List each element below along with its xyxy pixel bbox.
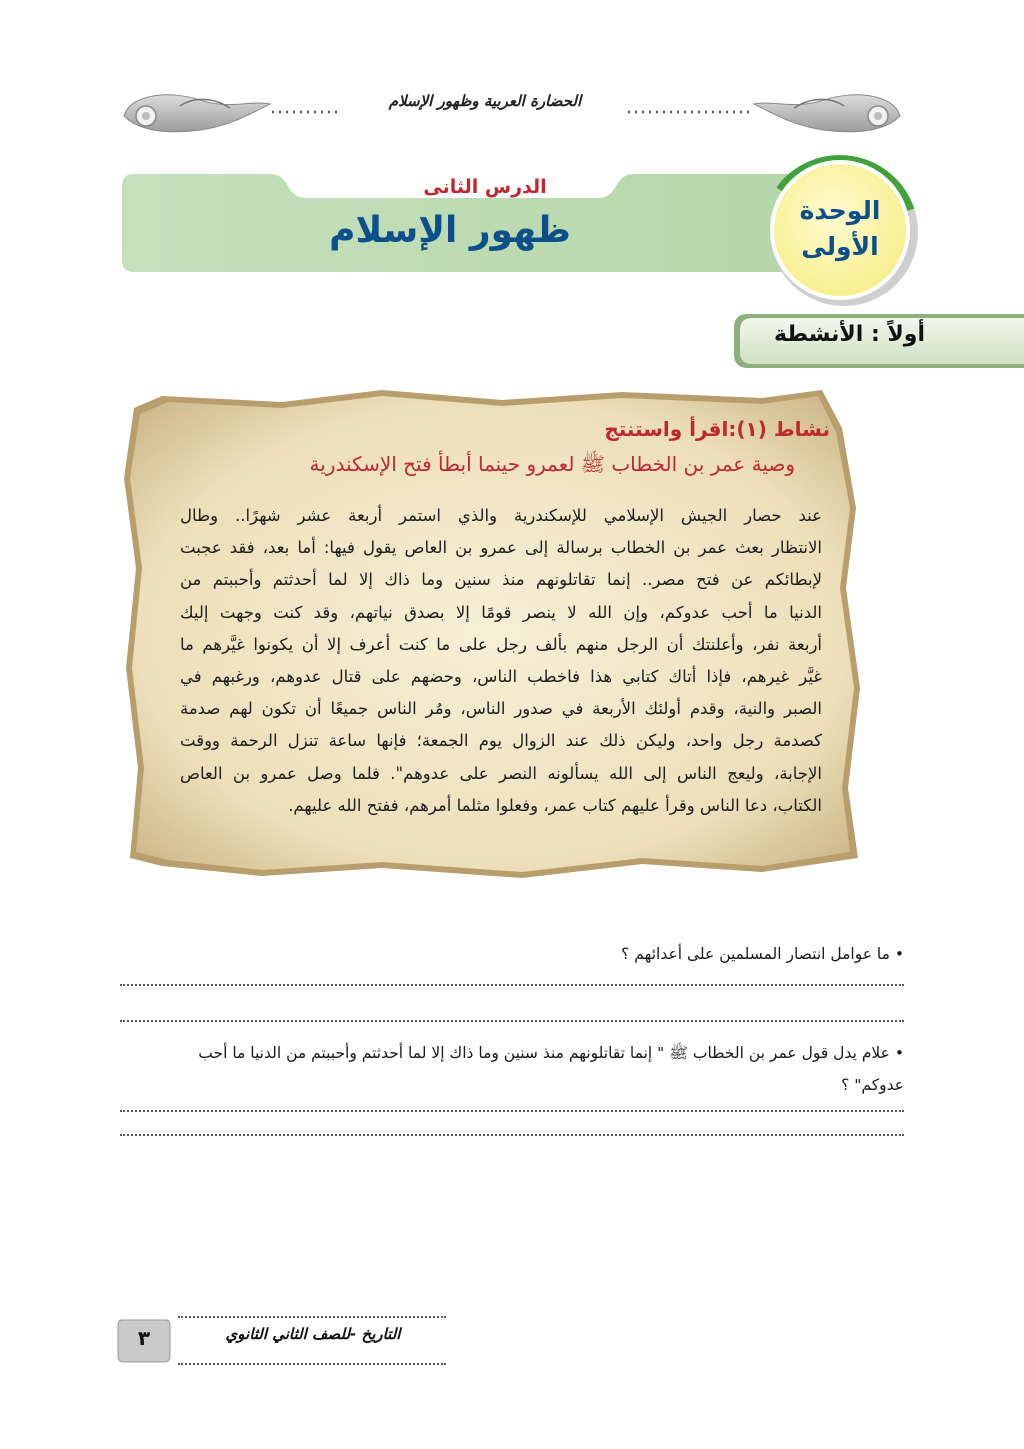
page-number: ٣ <box>137 1326 151 1350</box>
passage-line: الدنيا ما أحب عدوكم، وإن الله لا ينصر قومًا إلا بصدق نياتهم، وقد كنت وجهت إليك <box>180 602 822 622</box>
passage-line: كصدمة رجل واحد، وليكن ذلك عند الزوال يوم الجمعة؛ فإنها ساعة تنزل الرحمة ووقت <box>180 731 822 751</box>
passage-line: عند حصار الجيش الإسلامي للإسكندرية والذي استمر أربعة عشر شهرًا.. وطال <box>180 506 822 525</box>
question-1: • ما عوامل انتصار المسلمين على أعدائهم ؟ <box>621 945 904 963</box>
question-2-continuation: عدوكم" ؟ <box>841 1076 904 1094</box>
passage-line: الصبر والنية، وقدم أولئك الأربعة في صدور الناس، ومُر الناس جميعًا أن تكون لهم صدمة <box>180 699 822 719</box>
passage-line: لإبطائكم عن فتح مصر.. إنما تقاتلونهم منذ سنين وما ذاك إلا لما أحدثتم وأحببتم من <box>180 570 822 590</box>
activity-heading: نشاط (١):اقرأ واستنتج <box>604 417 830 441</box>
unit-label-line2: الأولى <box>801 232 879 261</box>
question-2: • علام يدل قول عمر بن الخطاب ﷺ " إنما تقاتلونهم منذ سنين وما ذاك إلا لما أحدثتم وأحببتم من الدنيا ما أحب <box>198 1044 904 1062</box>
passage-line: أربعة نفر، وأعلنتك أن الرجل منهم بألف رجل على ما كنت أعرف إلا أن يكونوا غيَّرهم ما <box>180 634 822 654</box>
answer-line <box>120 1134 904 1136</box>
unit-circle <box>760 150 920 310</box>
unit-label-line1: الوحدة <box>799 196 881 225</box>
footer-text: التاريخ -للصف الثاني الثانوي <box>225 1325 401 1343</box>
lesson-title: ظهور الإسلام <box>329 210 571 251</box>
passage-line: الكتاب، دعا الناس وقرأ عليهم كتاب عمر، وفعلوا مثلما أمرهم، ففتح الله عليهم. <box>288 795 822 815</box>
footer-divider <box>178 1363 446 1365</box>
passage <box>180 500 822 822</box>
passage-line: الانتظار بعث عمر بن الخطاب برسالة إلى عمرو بن العاص يقول فيها: أما بعد، فقد عجبت <box>180 538 822 558</box>
section-heading: أولاً : الأنشطة <box>773 322 925 347</box>
header-title: الحضارة العربية وظهور الإسلام <box>388 92 582 110</box>
activity-subtitle: وصية عمر بن الخطاب ﷺ لعمرو حينما أبطأ فتح الإسكندرية <box>309 452 795 476</box>
answer-line <box>120 1020 904 1022</box>
lesson-label: الدرس الثانى <box>423 176 547 198</box>
footer-divider <box>178 1316 446 1318</box>
answer-line <box>120 984 904 986</box>
passage-line: غيَّر غيرهم، فإذا أتاك كتابي هذا فاخطب الناس، وحضهم على قتال عدوهم، ورغبهم في <box>180 666 822 686</box>
answer-line <box>120 1110 904 1112</box>
passage-line: الإجابة، وليعج الناس إلى الله يسألونه النصر على عدوهم". فلما وصل عمرو بن العاص <box>180 763 822 783</box>
